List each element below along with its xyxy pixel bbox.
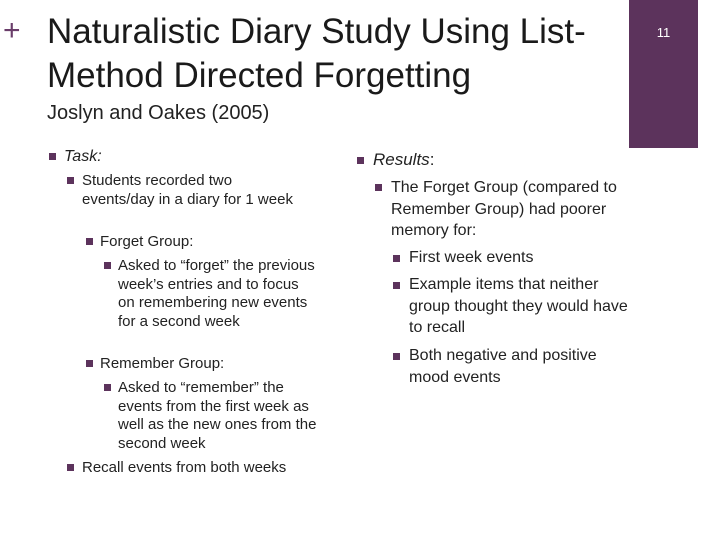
results-item-poorer-memory: The Forget Group (compared to Remember Group) had poorer memory for: (391, 179, 617, 239)
results-sub-example-items: Example items that neither group thought they would have to recall (409, 276, 628, 336)
bullet-icon (86, 238, 93, 245)
results-sub-first-week: First week events (409, 249, 534, 266)
page-number-bar (629, 0, 698, 148)
slide-title: Naturalistic Diary Study Using List-Method Directed Forgetting (47, 12, 586, 95)
bullet-icon (357, 157, 364, 164)
task-item-recall: Recall events from both weeks (82, 459, 287, 476)
bullet-icon (393, 282, 400, 289)
remember-group-detail: Asked to “remember” the events from the first week as well as the new ones from the second week (118, 379, 317, 452)
bullet-icon (393, 255, 400, 262)
slide-subtitle: Joslyn and Oakes (2005) (47, 102, 270, 124)
bullet-icon (104, 262, 111, 269)
forget-group-label: Forget Group: (100, 233, 194, 250)
results-sub-mood-events: Both negative and positive mood events (409, 347, 597, 386)
page-number: 11 (656, 25, 671, 40)
results-heading: Results: (373, 150, 435, 169)
remember-group-label: Remember Group: (100, 355, 225, 372)
bullet-icon (67, 464, 74, 471)
bullet-icon (49, 153, 56, 160)
forget-group-detail: Asked to “forget” the previous week’s entries and to focus on remembering new events for a second week (118, 257, 315, 330)
bullet-icon (86, 360, 93, 367)
bullet-icon (393, 353, 400, 360)
task-item-diary: Students recorded two events/day in a diary for 1 week (82, 172, 293, 208)
plus-icon: + (3, 14, 21, 47)
bullet-icon (375, 184, 382, 191)
task-heading: Task: (64, 148, 102, 165)
bullet-icon (67, 177, 74, 184)
bullet-icon (104, 384, 111, 391)
